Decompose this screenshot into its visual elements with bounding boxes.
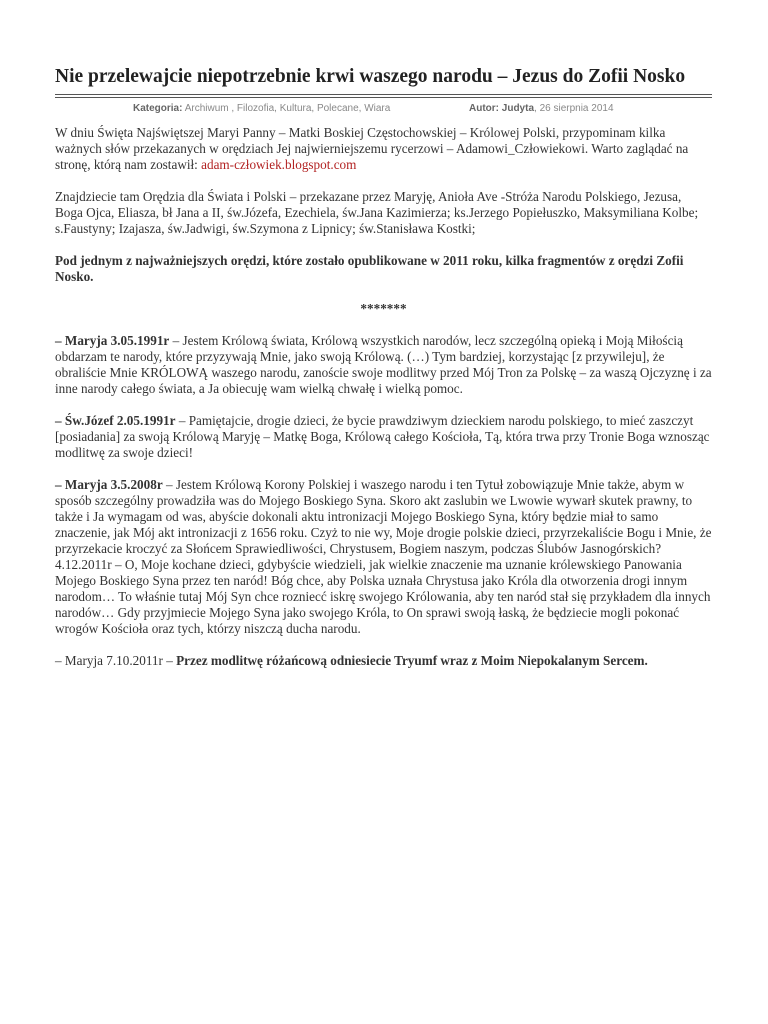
intro-paragraph bbox=[55, 125, 712, 173]
fragments-heading: Pod jednym z najważniejszych orędzi, które zostało opublikowane w 2011 roku, kilka fragmentów z orędzi Zofii Nosko. bbox=[55, 253, 684, 284]
intro-text: W dniu Święta Najświętszej Maryi Panny – Matki Boskiej Częstochowskiej – Królowej Polski, przypominam kilka ważnych słów przekazanych w orędziach Jej najwierniejszemu rycerzowi – Adamowi_Człowiekowi. Warto zaglądać na stronę, którą nam zostawił: bbox=[55, 125, 689, 172]
author-label: Autor: bbox=[469, 103, 499, 114]
quote-text: – Pamiętajcie, drogie dzieci, że bycie prawdziwym dzieckiem narodu polskiego, to mieć zaszczyt [posiadania] za swoją Królową Maryję – Matkę Boga, Królową całego Kościoła, Tą, która trwa przy Tronie Boga wznosząc modlitwę za swoje dzieci! bbox=[55, 413, 710, 460]
quote-maryja-2011 bbox=[55, 653, 712, 669]
title-divider bbox=[55, 94, 712, 98]
separator: ******* bbox=[360, 301, 407, 316]
author-line bbox=[469, 101, 614, 117]
quote-maryja-2008 bbox=[55, 477, 712, 637]
category-label: Kategoria: bbox=[133, 103, 183, 114]
article-meta bbox=[55, 101, 712, 117]
author-name[interactable]: Judyta bbox=[501, 103, 535, 114]
quote-heading: – Św.Józef 2.05.1991r bbox=[55, 413, 176, 428]
quote-text: – Jestem Królową świata, Królową wszystkich narodów, lecz szczególną opieką i Moją Miłością obdarzam te narody, które przyzywają Mnie, jako swoją Królową. (…) Tym bardziej, korzystając [z przywileju], że obraliście Mnie KRÓLOWĄ waszego narodu, zanoście swoje modlitwy przed Mój Tron za Polskę – za waszą Ojczyznę i za inne narody całego świata, a Ja obiecuję wam wielką chwałę i wielką pomoc. bbox=[55, 333, 712, 396]
article-body bbox=[55, 125, 712, 669]
category-line bbox=[133, 101, 390, 117]
quote-maryja-1991 bbox=[55, 333, 712, 397]
quote-heading: – Maryja 3.5.2008r bbox=[55, 477, 163, 492]
category-links[interactable]: Archiwum , Filozofia, Kultura, Polecane, Wiara bbox=[184, 103, 391, 114]
blog-link[interactable]: adam-człowiek.blogspot.com bbox=[201, 157, 357, 172]
quote-jozef-1991 bbox=[55, 413, 712, 461]
post-date: , 26 sierpnia 2014 bbox=[534, 103, 614, 114]
article-title: Nie przelewajcie niepotrzebnie krwi waszego narodu – Jezus do Zofii Nosko bbox=[55, 66, 686, 87]
messages-list-paragraph: Znajdziecie tam Orędzia dla Świata i Polski – przekazane przez Maryję, Anioła Ave -Stróża Narodu Polskiego, Jezusa, Boga Ojca, Eliasza, bł Jana a II, św.Józefa, Ezechiela, św.Jana Kazimierza; ks.Jerzego Popiełuszko, Maksymiliana Kolbe; s.Faustyny; Izajasza, św.Jadwigi, św.Szymona z Lipnicy; św.Stanisława Kostki; bbox=[55, 189, 699, 236]
quote-heading: – Maryja 7.10.2011r – bbox=[55, 653, 177, 668]
quote-text: – Jestem Królową Korony Polskiej i waszego narodu i ten Tytuł zobowiązuje Mnie także, abym w sposób szczególny prowadziła was do Mojego Boskiego Syna. Skoro akt zaslubin we Lwowie wywarł skutek prawny, to także i Ja wymagam od was, abyście dokonali aktu intronizacji Mojego Boskiego Syna, który będzie miał to samo znaczenie, jak Mój akt intronizacji z 1656 roku. Czyż to nie wy, Moje drogie polskie dzieci, przyrzekaliście Bogu i Mnie, że przyrzekacie kroczyć za Słońcem Sprawiedliwości, Chrystusem, Bogiem naszym, podczas Ślubów Jasnogórskich? 4.12.2011r – O, Moje kochane dzieci, gdybyście wiedzieli, jak wielkie znaczenie ma uznanie królewskiego Panowania Mojego Boskiego Syna przez ten naród! Bóg chce, aby Polska uznała Chrystusa jako Króla dla otworzenia drogi innym narodom… To właśnie tutaj Mój Syn chce rozniecć iskrę swojego Królowania, aby ten naród stał się przykładem dla innych narodów… Gdy przyjmiecie Mojego Syna jako swojego Króla, to On sprawi swoją łaską, że będziecie mogli pokonać wrogów Kościoła oraz tych, którzy niszczą ducha narodu. bbox=[55, 477, 712, 636]
quote-text: Przez modlitwę różańcową odniesiecie Tryumf wraz z Moim Niepokalanym Sercem. bbox=[176, 653, 648, 668]
quote-heading: – Maryja 3.05.1991r bbox=[55, 333, 170, 348]
